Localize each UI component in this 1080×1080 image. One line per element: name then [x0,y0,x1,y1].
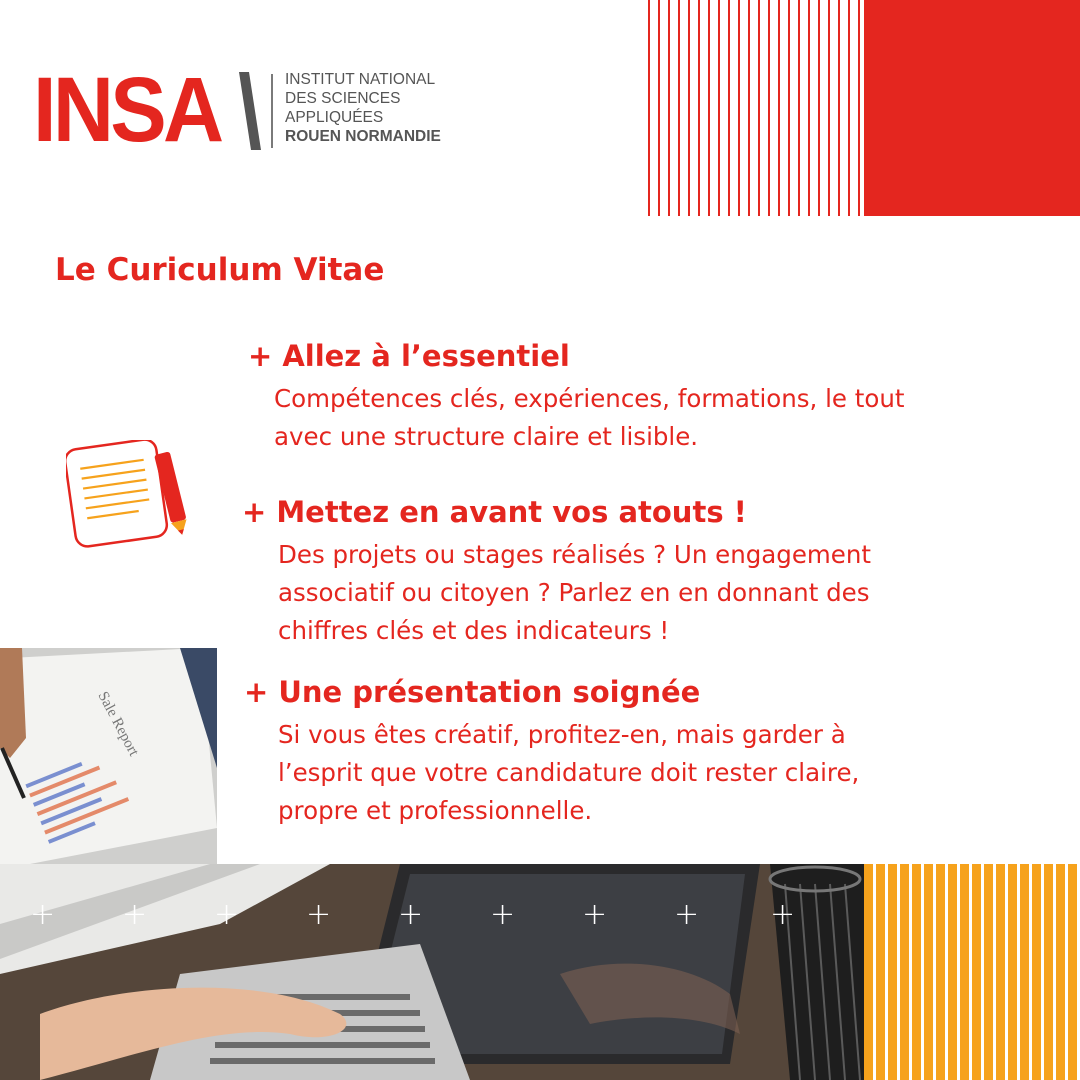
plus-icon: + [398,897,424,932]
plus-marker-icon: + [248,339,273,373]
logo-line-campus: ROUEN NORMANDIE [285,128,441,145]
tip-body-line: Si vous êtes créatif, profitez-en, mais garder à [278,720,846,749]
tip-body-line: avec une structure claire et lisible. [274,422,699,451]
tip-body-line: l’esprit que votre candidature doit rester claire, [278,758,860,787]
tip-heading [248,338,905,374]
tip-body [278,536,871,650]
tip-body-line: chiffres clés et des indicateurs ! [278,616,670,645]
tip-body-line: propre et professionnelle. [278,796,593,825]
logo-line: INSTITUT NATIONAL [285,71,436,88]
plus-icon: + [490,897,516,932]
plus-icon: + [306,897,332,932]
tip-body [274,380,905,456]
plus-marker-icon: + [242,495,267,529]
plus-marker-icon: + [244,675,269,709]
logo-institution-name [285,70,441,146]
plus-icon: + [30,897,56,932]
logo-line: DES SCIENCES [285,90,401,107]
plus-icon: + [122,897,148,932]
tip-heading [244,674,859,710]
tip-heading [242,494,871,530]
tip-heading-text: Mettez en avant vos atouts ! [276,495,747,529]
plus-icon: + [674,897,700,932]
tip-presentation [244,674,859,830]
tip-body-line: Des projets ou stages réalisés ? Un engagement [278,540,872,569]
cv-document-icon [66,440,192,548]
report-photo [0,648,217,864]
logo-line: APPLIQUÉES [285,109,384,126]
logo-divider [271,74,273,148]
tip-heading-text: Allez à l’essentiel [282,339,570,373]
sale-report-illustration [0,648,217,864]
plus-row-decoration [0,897,864,932]
tip-essentials [248,338,905,456]
tip-body [278,716,859,830]
red-square-decoration [864,0,1080,216]
plus-icon: + [214,897,240,932]
plus-icon: + [770,897,796,932]
orange-stripes-decoration [864,864,1080,1080]
tip-body-line: associatif ou citoyen ? Parlez en en donnant des [278,578,870,607]
page-title: Le Curiculum Vitae [55,252,385,288]
tip-heading-text: Une présentation soignée [278,675,701,709]
logo-slash-icon [239,72,261,150]
logo-wordmark: INSA [33,59,221,161]
tip-strengths [242,494,871,650]
sale-report-label: Sale Report [94,689,142,759]
red-stripes-decoration [648,0,864,216]
tip-body-line: Compétences clés, expériences, formations, le tout [274,384,905,413]
plus-icon: + [582,897,608,932]
